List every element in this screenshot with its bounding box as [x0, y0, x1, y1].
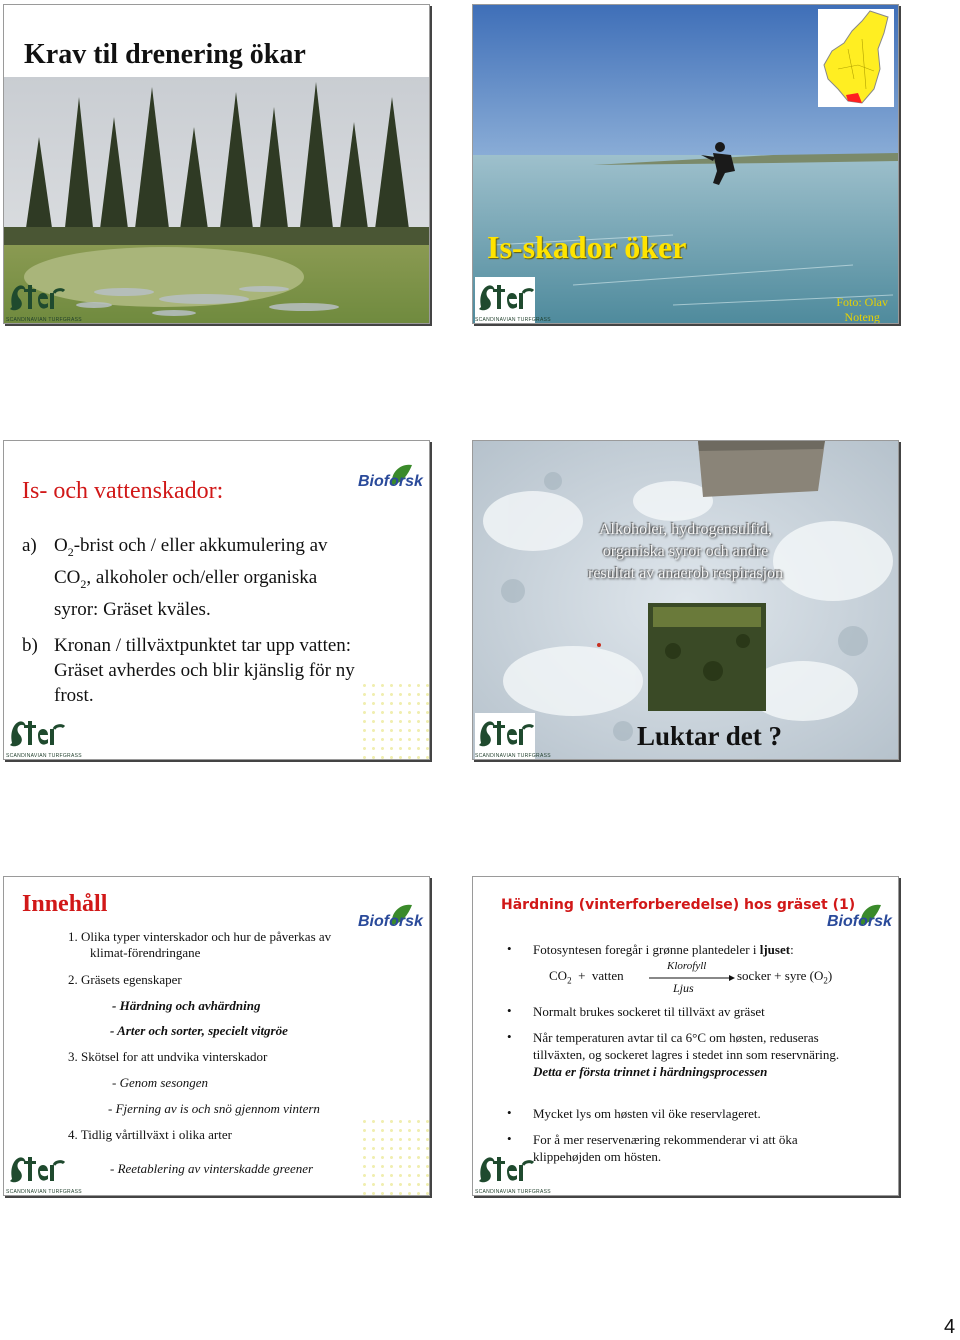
point-a-o-sub: 2: [67, 544, 74, 559]
sterf-logo-mark: [475, 277, 535, 315]
point-a-l1: -brist och / eller akkumulering av: [73, 535, 328, 556]
golf-course-photo: [4, 77, 430, 324]
point-a-co: CO: [54, 566, 81, 588]
toc-num-2: 2.: [68, 972, 78, 987]
point-a-o: O: [54, 535, 68, 556]
toc-num-4: 4.: [68, 1127, 78, 1142]
point-a-line-1: [22, 533, 328, 565]
sterf-subtitle: SCANDINAVIAN TURFGRASS: [475, 317, 551, 323]
sterf-logo: [6, 713, 82, 759]
bullet-5: [533, 1131, 798, 1165]
sterf-logo-mark: [6, 1149, 66, 1187]
toc-item-3: [68, 1049, 267, 1065]
bullet-4-dot: •: [507, 1105, 512, 1120]
toc-sub-4a: - Reetablering av vinterskadde greener: [110, 1161, 314, 1176]
point-b-line-2: Gräset avherdes och blir kjänslig för ny: [54, 660, 355, 681]
equation-condition: Ljus: [673, 981, 694, 995]
toc-item-2: [68, 972, 182, 988]
sterf-subtitle: SCANDINAVIAN TURFGRASS: [6, 753, 82, 759]
sterf-subtitle: SCANDINAVIAN TURFGRASS: [475, 1189, 551, 1195]
caption-line-2: organiska syror och andre: [602, 543, 769, 560]
bioforsk-wordmark: Bioforsk: [827, 913, 892, 930]
b3-line-1: Når temperaturen avtar til ca 6°C om høsten, reduseras: [533, 1030, 819, 1045]
slide1-title: Krav til drenering ökar: [24, 39, 306, 70]
anaerob-caption: [473, 519, 898, 585]
eq-o-sub: 2: [823, 975, 828, 986]
point-b-line-1: [22, 633, 355, 658]
slide-ice-water-damage: [3, 440, 430, 760]
sterf-logo: [475, 713, 551, 759]
toc-text-1: Olika typer vinterskador och hur de påverkas av: [81, 929, 332, 944]
slide-hardening: [472, 876, 899, 1196]
b1-colon: :: [790, 942, 794, 957]
smell-question: Luktar det ?: [636, 721, 782, 751]
sterf-logo-mark: [475, 713, 535, 751]
sterf-subtitle: SCANDINAVIAN TURFGRASS: [475, 753, 551, 759]
bioforsk-wordmark: Bioforsk: [358, 913, 423, 930]
bullet-3-dot: •: [507, 1029, 512, 1044]
bioforsk-logo: [825, 901, 891, 933]
ice-turf-photo: [473, 441, 899, 760]
sterf-logo-mark: [475, 1149, 535, 1187]
slide-drainage: [3, 4, 430, 324]
photo-credit: [836, 295, 888, 324]
eq-co: CO: [549, 968, 568, 983]
bullet-5-dot: •: [507, 1131, 512, 1146]
b1-text: Fotosyntesen foregår i grønne plantedeler i: [533, 942, 760, 957]
sterf-logo: [6, 277, 82, 323]
equation-right: [737, 967, 832, 990]
bioforsk-wordmark: Bioforsk: [358, 473, 423, 490]
point-a: [22, 533, 328, 622]
slide-contents: [3, 876, 430, 1196]
toc-item-1-line-2: klimat-förendringane: [90, 945, 201, 960]
toc-sub-2a: - Härdning och avhärdning: [112, 998, 261, 1013]
page-number: 4: [944, 1316, 956, 1338]
bullet-2: Normalt brukes sockeret til tillväxt av gräset: [533, 1004, 765, 1019]
point-a-line-3: syror: Gräset kväles.: [54, 598, 211, 620]
caption-line-3: resultat av anaerob respirasjon: [587, 565, 784, 582]
sterf-subtitle: SCANDINAVIAN TURFGRASS: [6, 317, 82, 323]
toc-item-1: [68, 929, 331, 961]
toc-sub-3a: - Genom sesongen: [112, 1075, 209, 1090]
bullet-1-dot: •: [507, 941, 512, 956]
slide3-title: Is- och vattenskador:: [22, 478, 224, 504]
slide6-title: Härdning (vinterforberedelse) hos gräset (1): [501, 897, 856, 913]
eq-sugar: socker + syre (O: [737, 968, 824, 983]
b3-line-3: Detta er första trinnet i härdningsprocessen: [533, 1064, 768, 1079]
point-b-line-3: frost.: [54, 685, 94, 706]
dot-pattern: [360, 1117, 430, 1195]
sterf-logo-mark: [6, 713, 66, 751]
point-b-l1: Kronan / tillväxtpunktet tar upp vatten:: [54, 635, 352, 656]
toc-text-3: Skötsel for att undvika vinterskador: [81, 1049, 268, 1064]
toc-text-2: Gräsets egenskaper: [81, 972, 182, 987]
toc-num-3: 3.: [68, 1049, 78, 1064]
eq-close: ): [827, 968, 833, 983]
eq-water: + vatten: [571, 968, 624, 983]
toc-num-1: 1.: [68, 929, 78, 944]
sterf-logo: [475, 277, 551, 323]
dot-pattern: [360, 681, 430, 759]
point-b-label: b): [22, 635, 38, 656]
sterf-logo-mark: [6, 277, 66, 315]
bullet-1: [533, 941, 794, 958]
point-a-l2: , alkoholer och/eller organiska: [86, 566, 318, 588]
b3-line-2: tillväxten, og sockeret lagres i stedet inn som reservnäring.: [533, 1047, 840, 1062]
slide2-title: Is-skador öker: [487, 229, 687, 265]
bullet-2-dot: •: [507, 1003, 512, 1018]
credit-line-1: Foto: Olav: [836, 295, 888, 309]
point-a-label: a): [22, 535, 37, 556]
bioforsk-logo: [356, 461, 422, 493]
norway-map-inset: [818, 9, 894, 107]
b5-line-2: klippehøjden om hösten.: [533, 1149, 662, 1164]
slide5-title: Innehåll: [22, 891, 108, 917]
toc-sub-3b: - Fjerning av is och snö gjennom vintern: [108, 1101, 320, 1116]
bullet-4: Mycket lys om høsten vil öke reservlageret.: [533, 1106, 761, 1121]
equation-left: [549, 967, 624, 990]
toc-sub-2b: - Arter och sorter, specielt vitgröe: [110, 1023, 288, 1038]
slide-anaerob: [472, 440, 899, 760]
point-b: [22, 633, 355, 708]
slide-ice-damage: [472, 4, 899, 324]
bioforsk-logo: [356, 901, 422, 933]
sterf-subtitle: SCANDINAVIAN TURFGRASS: [6, 1189, 82, 1195]
point-a-co-sub: 2: [80, 576, 87, 591]
point-a-line-2: [22, 565, 328, 597]
b1-bold: ljuset: [759, 942, 791, 957]
eq-co-sub: 2: [567, 975, 572, 986]
equation-catalyst: Klorofyll: [667, 960, 707, 972]
b5-line-1: For å mer reservenæring rekommenderar vi att öka: [533, 1132, 798, 1147]
sterf-logo: [6, 1149, 82, 1195]
sterf-logo: [475, 1149, 551, 1195]
caption-line-1: Alkoholer, hydrogensulfid,: [598, 521, 773, 538]
bullet-3: [533, 1029, 839, 1080]
credit-line-2: Noteng: [844, 310, 880, 324]
toc-item-4: [68, 1127, 232, 1143]
toc-item-1-line-1: [68, 929, 331, 945]
toc-text-4: Tidlig vårtillväxt i olika arter: [80, 1127, 232, 1142]
